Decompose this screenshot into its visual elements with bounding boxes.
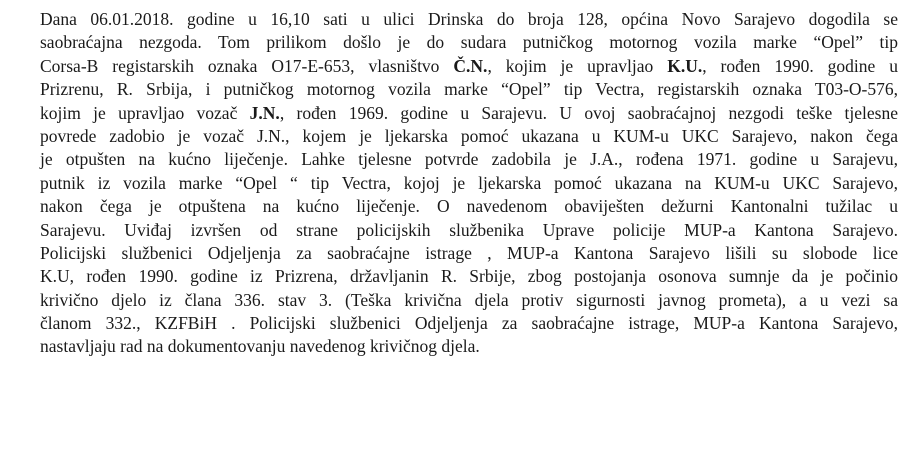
bold-initials: J.N. xyxy=(249,102,280,123)
bold-initials: Č.N. xyxy=(453,55,488,76)
paragraph-line: povrede zadobio je vozač J.N., kojem je ljekarska pomoć ukazana u KUM-u UKC Sarajevo, nakon čega xyxy=(40,125,898,146)
paragraph-line: krivično djelo iz člana 336. stav 3. (Teška krivična djela protiv sigurnosti javnog prometa), a u vezi sa xyxy=(40,289,898,310)
paragraph-line: Corsa-B registarskih oznaka O17-E-653, vlasništvo Č.N., kojim je upravljao K.U., rođen 1990. godine u xyxy=(40,55,899,76)
paragraph-line: Dana 06.01.2018. godine u 16,10 sati u ulici Drinska do broja 128, općina Novo Sarajevo dogodila se xyxy=(40,9,898,29)
paragraph-line: kojim je upravljao vozač J.N., rođen 1969. godine u Sarajevu. U ovoj saobraćajnoj nezgodi teške tjelesne xyxy=(40,102,898,123)
paragraph-line: K.U, rođen 1990. godine iz Prizrena, državljanin R. Srbije, zbog postojanja osonova sumnje da je počinio xyxy=(40,266,898,287)
paragraph-line: je otpušten na kućno liječenje. Lahke tjelesne potvrde zadobila je J.A., rođena 1971. godine u Sarajevu, xyxy=(40,149,898,170)
paragraph-line: nastavljaju rad na dokumentovanju navedenog krivičnog djela. xyxy=(40,336,480,357)
paragraph-line: Prizrenu, R. Srbija, i putničkog motornog vozila marke “Opel” tip Vectra, registarskih oznaka T03-O-576, xyxy=(40,79,898,100)
paragraph-line: putnik iz vozila marke “Opel “ tip Vectra, kojoj je ljekarska pomoć ukazana na KUM-u UKC Sarajevo, xyxy=(40,172,898,193)
paragraph-line: Policijski službenici Odjeljenja za saobraćajne istrage , MUP-a Kantona Sarajevo lišili su slobode lice xyxy=(40,242,898,263)
paragraph-line: članom 332., KZFBiH . Policijski službenici Odjeljenja za saobraćajne istrage, MUP-a Kantona Sarajevo, xyxy=(40,313,898,334)
paragraph-line: Sarajevu. Uviđaj izvršen od strane policijskih službenika Uprave policije MUP-a Kantona Sarajevo. xyxy=(40,219,898,240)
incident-report-paragraph xyxy=(40,8,898,359)
bold-initials: K.U. xyxy=(667,55,703,76)
paragraph-line: saobraćajna nezgoda. Tom prilikom došlo je do sudara putničkog motornog vozila marke “Opel” tip xyxy=(40,32,898,53)
paragraph-line: nakon čega je otpuštena na kućno liječenje. O navedenom obaviješten dežurni Kantonalni tužilac u xyxy=(40,196,898,217)
